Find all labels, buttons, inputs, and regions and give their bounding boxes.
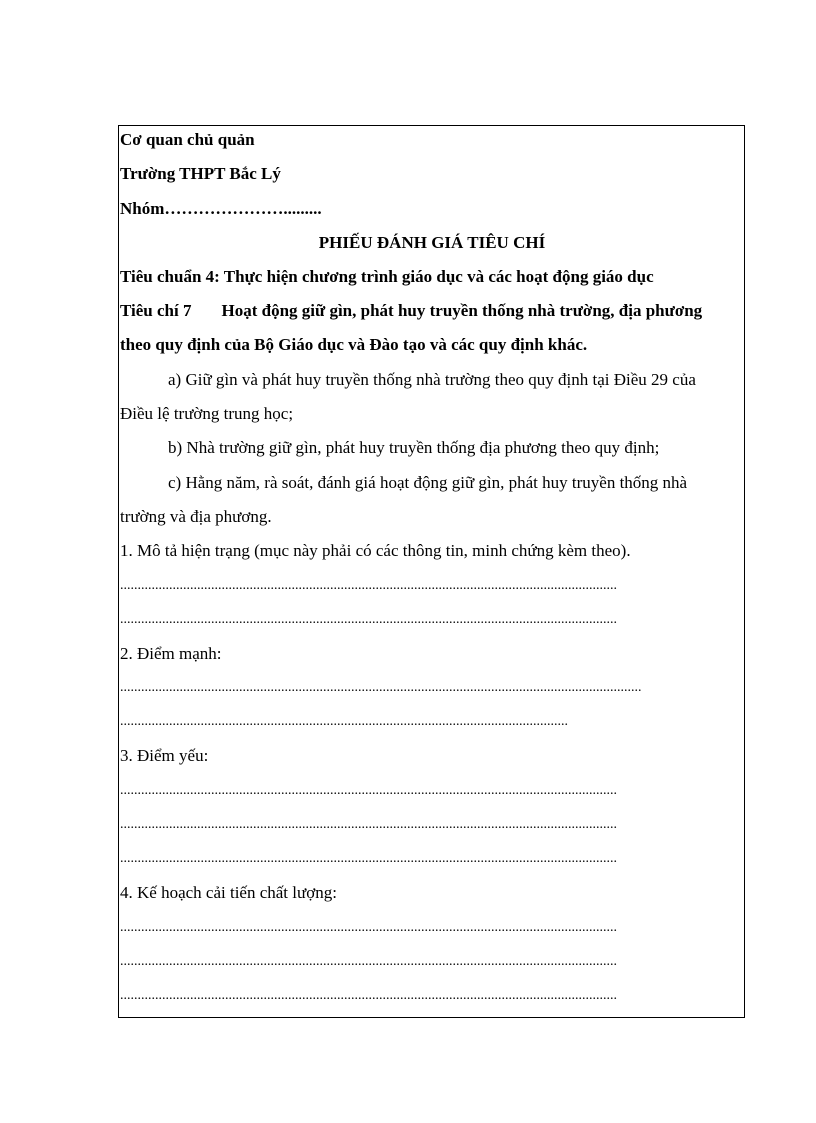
section-4-line-3[interactable]: .............................................................................................................................................. — [120, 988, 617, 1003]
section-3-line-3[interactable]: .............................................................................................................................................. — [120, 851, 617, 866]
section-3-line-1[interactable]: .............................................................................................................................................. — [120, 783, 617, 798]
form-title: PHIẾU ĐÁNH GIÁ TIÊU CHÍ — [318, 233, 546, 252]
section-4-line-2[interactable]: .............................................................................................................................................. — [120, 954, 617, 969]
section-2-line-2[interactable]: ................................................................................................................................ — [120, 714, 568, 729]
section-1-line-2[interactable]: .............................................................................................................................................. — [120, 612, 617, 627]
item-a-cont: Điều lệ trường trung học; — [120, 404, 294, 423]
standard-line — [120, 266, 744, 288]
standard-label: Tiêu chuẩn 4: — [120, 267, 220, 286]
section-3-heading: 3. Điểm yếu: — [120, 746, 209, 765]
section-1-line-1[interactable]: .............................................................................................................................................. — [120, 578, 617, 593]
standard-text: Thực hiện chương trình giáo dục và các hoạt động giáo dục — [223, 267, 654, 286]
item-b: b) Nhà trường giữ gìn, phát huy truyền thống địa phương theo quy định; — [168, 438, 660, 457]
item-c-cont: trường và địa phương. — [120, 507, 272, 526]
criterion-line — [120, 300, 744, 322]
item-c: c) Hằng năm, rà soát, đánh giá hoạt động giữ gìn, phát huy truyền thống nhà — [168, 473, 688, 492]
section-4-heading: 4. Kế hoạch cải tiến chất lượng: — [120, 883, 337, 902]
section-4-line-1[interactable]: .............................................................................................................................................. — [120, 920, 617, 935]
school-name: Trường THPT Bắc Lý — [120, 164, 281, 183]
section-3-line-2[interactable]: .............................................................................................................................................. — [120, 817, 617, 832]
criterion-text-cont: theo quy định của Bộ Giáo dục và Đào tạo và các quy định khác. — [120, 335, 588, 354]
section-2-heading: 2. Điểm mạnh: — [120, 644, 222, 663]
criterion-label: Tiêu chí 7 — [120, 301, 192, 320]
section-2-line-1[interactable]: ..................................................................................................................................................... — [120, 680, 642, 695]
section-1-heading: 1. Mô tả hiện trạng (mục này phải có các thông tin, minh chứng kèm theo). — [120, 541, 631, 560]
criterion-text: Hoạt động giữ gìn, phát huy truyền thống nhà trường, địa phương — [221, 301, 703, 320]
item-a: a) Giữ gìn và phát huy truyền thống nhà trường theo quy định tại Điều 29 của — [168, 370, 696, 389]
group-field: Nhóm…………………......... — [120, 199, 322, 218]
agency-label: Cơ quan chủ quản — [120, 130, 255, 149]
